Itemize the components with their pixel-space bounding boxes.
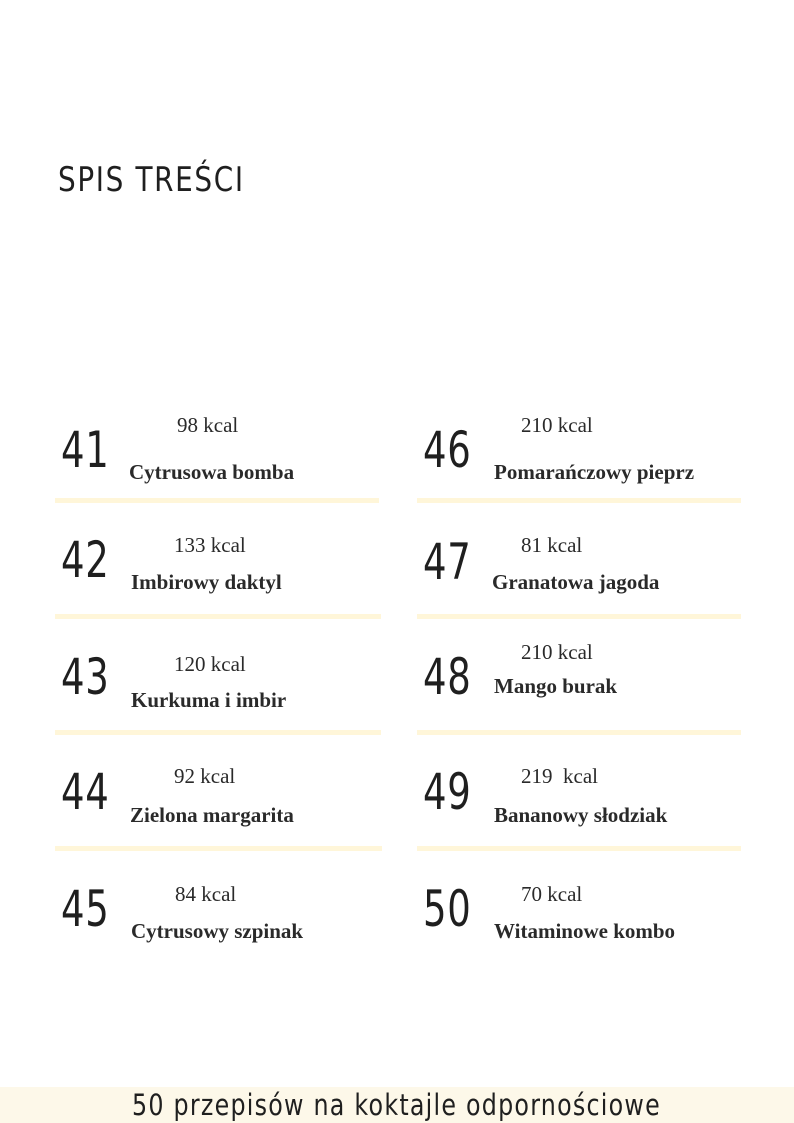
toc-entry[interactable] — [55, 644, 385, 744]
divider — [55, 614, 381, 619]
recipe-kcal: 120 kcal — [174, 652, 246, 676]
recipe-kcal: 70 kcal — [521, 882, 583, 906]
recipe-number: 42 — [61, 531, 110, 589]
divider — [417, 846, 741, 851]
toc-entry[interactable] — [55, 525, 385, 625]
footer-title-text: 50 przepisów na koktajle odpornościowe — [132, 1088, 662, 1122]
divider — [417, 730, 741, 735]
recipe-name: Granatowa jagoda — [492, 570, 660, 594]
recipe-number: 44 — [61, 763, 110, 821]
recipe-number: 43 — [61, 648, 110, 706]
recipe-name: Bananowy słodziak — [494, 803, 668, 827]
divider — [55, 730, 381, 735]
toc-entry[interactable] — [55, 756, 385, 856]
toc-entry[interactable] — [55, 874, 385, 974]
recipe-kcal: 133 kcal — [174, 533, 246, 557]
toc-entry[interactable] — [417, 874, 747, 974]
recipe-kcal: 210 kcal — [521, 640, 593, 664]
toc-entry[interactable] — [55, 405, 385, 505]
recipe-number: 49 — [423, 763, 472, 821]
recipe-name: Imbirowy daktyl — [131, 570, 282, 594]
recipe-kcal: 98 kcal — [177, 413, 239, 437]
toc-entry[interactable] — [417, 525, 747, 625]
recipe-name: Mango burak — [494, 674, 618, 698]
recipe-kcal: 210 kcal — [521, 413, 593, 437]
divider — [417, 614, 741, 619]
toc-entry[interactable] — [417, 632, 747, 732]
recipe-number: 45 — [61, 880, 110, 938]
page-title: SPIS TREŚCI — [58, 160, 245, 200]
toc-entry[interactable] — [417, 756, 747, 856]
divider — [417, 498, 741, 503]
footer-title — [0, 1087, 794, 1123]
recipe-name: Pomarańczowy pieprz — [494, 460, 695, 484]
recipe-number: 41 — [61, 421, 110, 479]
recipe-kcal: 219 kcal — [521, 764, 598, 788]
divider — [55, 498, 379, 503]
recipe-name: Witaminowe kombo — [494, 919, 676, 943]
recipe-name: Cytrusowa bomba — [129, 460, 295, 484]
recipe-number: 46 — [423, 421, 472, 479]
recipe-number: 48 — [423, 648, 472, 706]
recipe-kcal: 81 kcal — [521, 533, 583, 557]
recipe-name: Zielona margarita — [130, 803, 294, 827]
divider — [55, 846, 382, 851]
recipe-number: 47 — [423, 533, 472, 591]
recipe-name: Cytrusowy szpinak — [131, 919, 304, 943]
recipe-name: Kurkuma i imbir — [131, 688, 287, 712]
toc-entry[interactable] — [417, 405, 747, 505]
recipe-kcal: 92 kcal — [174, 764, 236, 788]
recipe-kcal: 84 kcal — [175, 882, 237, 906]
recipe-number: 50 — [423, 880, 472, 938]
